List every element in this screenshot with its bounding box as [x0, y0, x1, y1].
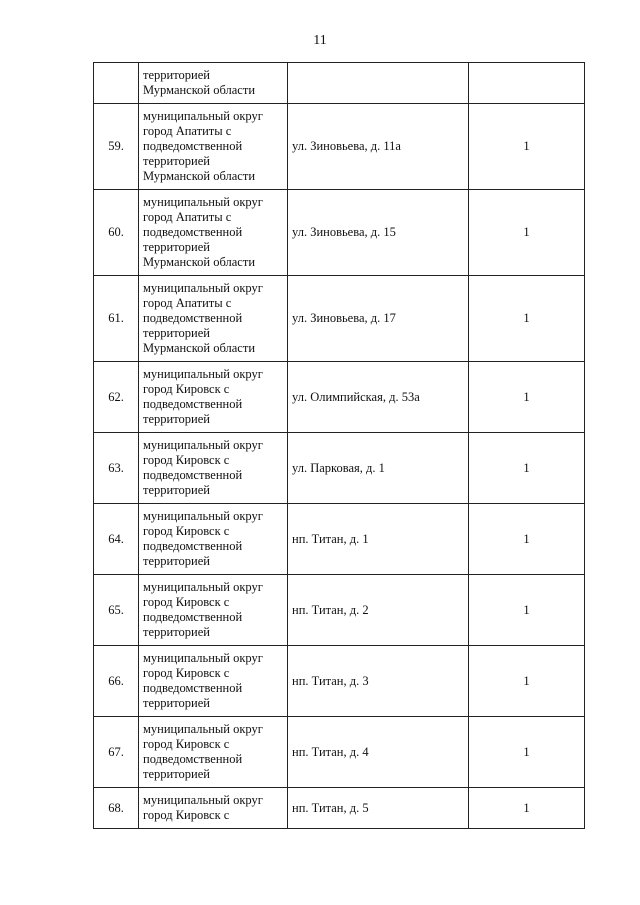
quantity-cell	[469, 63, 585, 104]
address-cell: нп. Титан, д. 3	[288, 646, 469, 717]
municipality-cell	[139, 190, 288, 276]
municipality-cell	[139, 717, 288, 788]
table-row	[94, 717, 585, 788]
address-cell: нп. Титан, д. 2	[288, 575, 469, 646]
address-cell: ул. Парковая, д. 1	[288, 433, 469, 504]
row-number-cell: 67.	[94, 717, 139, 788]
address-cell	[288, 63, 469, 104]
municipality-line: город Кировск с	[143, 453, 230, 467]
table-row	[94, 276, 585, 362]
municipality-line: территорией	[143, 483, 210, 497]
municipality-cell	[139, 433, 288, 504]
municipality-line: подведомственной	[143, 225, 243, 239]
municipality-cell	[139, 504, 288, 575]
municipality-cell	[139, 575, 288, 646]
table-row	[94, 190, 585, 276]
row-number-cell: 61.	[94, 276, 139, 362]
table-row	[94, 104, 585, 190]
quantity-cell: 1	[469, 575, 585, 646]
municipality-line: Мурманской области	[143, 83, 256, 97]
municipality-line: муниципальный округ	[143, 509, 263, 523]
row-number-cell: 63.	[94, 433, 139, 504]
address-table-body	[94, 63, 585, 829]
municipality-line: город Кировск с	[143, 737, 230, 751]
municipality-cell	[139, 646, 288, 717]
municipality-line: территорией	[143, 154, 210, 168]
municipality-line: город Кировск с	[143, 524, 230, 538]
municipality-line: Мурманской области	[143, 341, 256, 355]
quantity-cell: 1	[469, 362, 585, 433]
row-number-cell: 66.	[94, 646, 139, 717]
row-number-cell: 65.	[94, 575, 139, 646]
quantity-cell: 1	[469, 646, 585, 717]
municipality-line: Мурманской области	[143, 169, 256, 183]
row-number-cell: 59.	[94, 104, 139, 190]
row-number-cell: 64.	[94, 504, 139, 575]
municipality-line: город Кировск с	[143, 382, 230, 396]
quantity-cell: 1	[469, 104, 585, 190]
municipality-line: территорией	[143, 326, 210, 340]
municipality-line: город Кировск с	[143, 595, 230, 609]
municipality-line: подведомственной	[143, 539, 243, 553]
municipality-line: муниципальный округ	[143, 281, 263, 295]
municipality-line: территорией	[143, 625, 210, 639]
quantity-cell: 1	[469, 717, 585, 788]
municipality-line: город Апатиты с	[143, 124, 232, 138]
municipality-line: город Кировск с	[143, 808, 230, 822]
address-cell: нп. Титан, д. 5	[288, 788, 469, 829]
municipality-cell	[139, 788, 288, 829]
municipality-line: подведомственной	[143, 139, 243, 153]
row-number-cell: 68.	[94, 788, 139, 829]
address-table	[93, 62, 585, 829]
table-row	[94, 575, 585, 646]
municipality-line: подведомственной	[143, 397, 243, 411]
municipality-line: муниципальный округ	[143, 651, 263, 665]
municipality-line: территорией	[143, 696, 210, 710]
table-row	[94, 646, 585, 717]
municipality-cell	[139, 362, 288, 433]
row-number-cell: 60.	[94, 190, 139, 276]
municipality-line: подведомственной	[143, 610, 243, 624]
quantity-cell: 1	[469, 190, 585, 276]
quantity-cell: 1	[469, 276, 585, 362]
municipality-line: территорией	[143, 767, 210, 781]
municipality-line: муниципальный округ	[143, 109, 263, 123]
municipality-line: подведомственной	[143, 752, 243, 766]
quantity-cell: 1	[469, 788, 585, 829]
municipality-cell	[139, 63, 288, 104]
table-row	[94, 788, 585, 829]
address-cell: нп. Титан, д. 4	[288, 717, 469, 788]
table-row	[94, 362, 585, 433]
municipality-line: муниципальный округ	[143, 793, 263, 807]
address-cell: ул. Зиновьева, д. 11а	[288, 104, 469, 190]
address-cell: ул. Зиновьева, д. 17	[288, 276, 469, 362]
municipality-line: муниципальный округ	[143, 367, 263, 381]
table-row	[94, 433, 585, 504]
municipality-line: муниципальный округ	[143, 195, 263, 209]
municipality-line: территорией	[143, 240, 210, 254]
municipality-cell	[139, 276, 288, 362]
municipality-line: подведомственной	[143, 681, 243, 695]
page-number: 11	[313, 33, 327, 48]
address-cell: ул. Олимпийская, д. 53а	[288, 362, 469, 433]
municipality-line: подведомственной	[143, 468, 243, 482]
municipality-line: муниципальный округ	[143, 580, 263, 594]
municipality-line: подведомственной	[143, 311, 243, 325]
municipality-line: территорией	[143, 554, 210, 568]
table-row	[94, 504, 585, 575]
row-number-cell	[94, 63, 139, 104]
quantity-cell: 1	[469, 433, 585, 504]
municipality-line: муниципальный округ	[143, 722, 263, 736]
municipality-line: Мурманской области	[143, 255, 256, 269]
quantity-cell: 1	[469, 504, 585, 575]
municipality-cell	[139, 104, 288, 190]
municipality-line: город Кировск с	[143, 666, 230, 680]
municipality-line: территорией	[143, 68, 210, 82]
address-cell: ул. Зиновьева, д. 15	[288, 190, 469, 276]
address-cell: нп. Титан, д. 1	[288, 504, 469, 575]
municipality-line: территорией	[143, 412, 210, 426]
municipality-line: муниципальный округ	[143, 438, 263, 452]
table-row	[94, 63, 585, 104]
row-number-cell: 62.	[94, 362, 139, 433]
municipality-line: город Апатиты с	[143, 210, 232, 224]
municipality-line: город Апатиты с	[143, 296, 232, 310]
